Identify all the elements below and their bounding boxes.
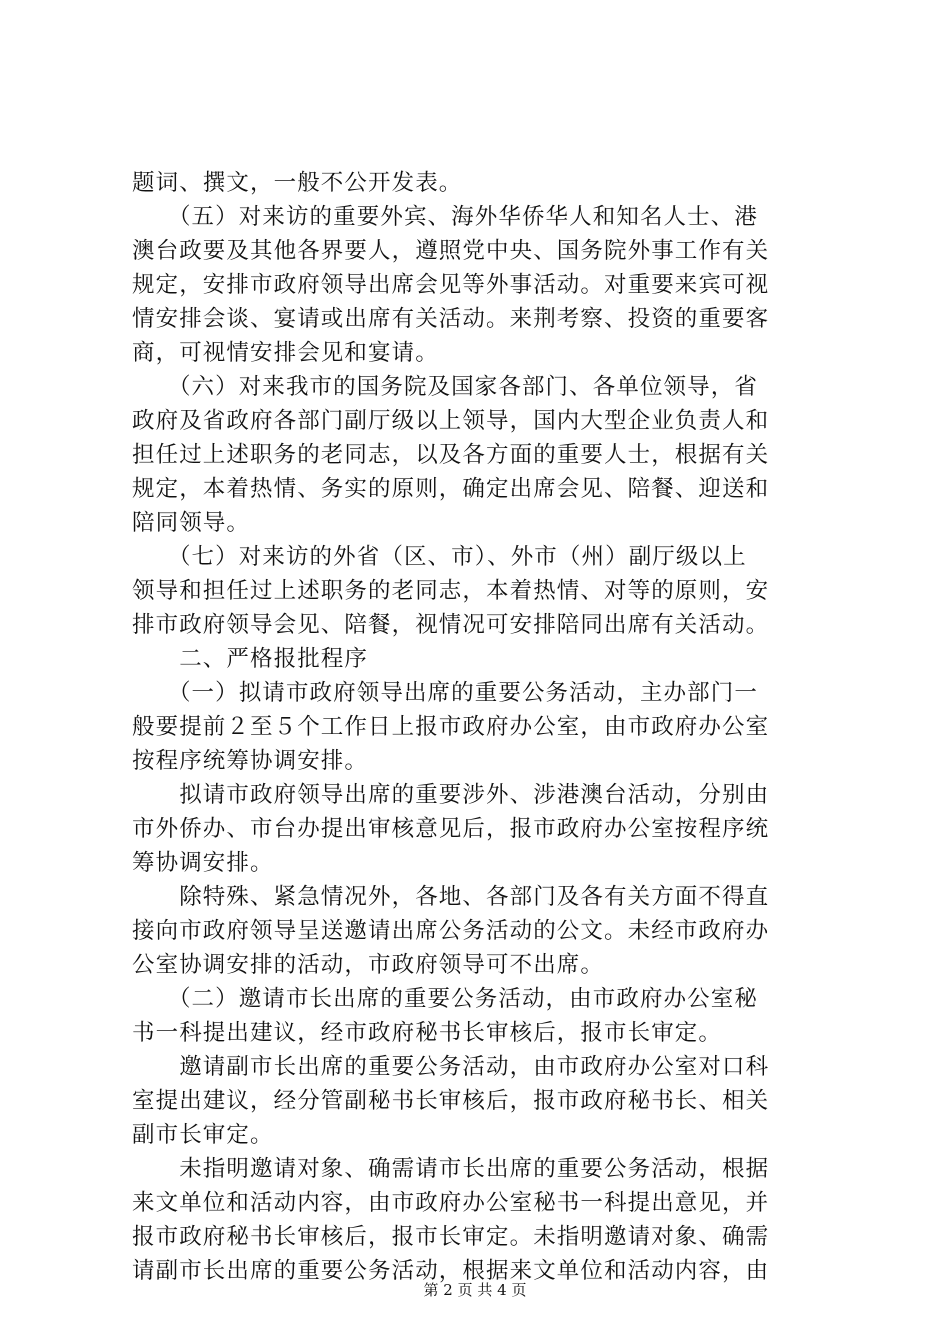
text-line: 般要提前２至５个工作日上报市政府办公室，由市政府办公室 [132,714,770,740]
text-line: （二）邀请市长出席的重要公务活动，由市政府办公室秘 [132,986,758,1012]
text-line: 接向市政府领导呈送邀请出席公务活动的公文。未经市政府办 [132,918,770,944]
text-line: 公室协调安排的活动，市政府领导可不出席。 [132,952,605,978]
text-line: 除特殊、紧急情况外，各地、各部门及各有关方面不得直 [132,884,770,910]
text-line: 情安排会谈、宴请或出席有关活动。来荆考察、投资的重要客 [132,306,770,332]
text-line: 拟请市政府领导出席的重要涉外、涉港澳台活动，分别由 [132,782,770,808]
text-line: （一）拟请市政府领导出席的重要公务活动，主办部门一 [132,680,758,706]
text-line: 规定，本着热情、务实的原则，确定出席会见、陪餐、迎送和 [132,476,770,502]
document-body [132,166,822,1288]
text-line: 室提出建议，经分管副秘书长审核后，报市政府秘书长、相关 [132,1088,770,1114]
text-line: （五）对来访的重要外宾、海外华侨华人和知名人士、港 [132,204,758,230]
text-line: 政府及省政府各部门副厅级以上领导，国内大型企业负责人和 [132,408,770,434]
text-line: 来文单位和活动内容，由市政府办公室秘书一科提出意见，并 [132,1190,770,1216]
text-line: 领导和担任过上述职务的老同志，本着热情、对等的原则，安 [132,578,770,604]
text-line: 副市长审定。 [132,1122,274,1148]
page-number-footer: 第 2 页 共 4 页 [423,1281,527,1299]
text-line: 商，可视情安排会见和宴请。 [132,340,439,366]
text-line: 规定，安排市政府领导出席会见等外事活动。对重要来宾可视 [132,272,770,298]
text-line: 按程序统筹协调安排。 [132,748,369,774]
text-line: 书一科提出建议，经市政府秘书长审核后，报市长审定。 [132,1020,723,1046]
text-line: 陪同领导。 [132,510,251,536]
text-line: 担任过上述职务的老同志，以及各方面的重要人士，根据有关 [132,442,770,468]
text-line: 排市政府领导会见、陪餐，视情况可安排陪同出席有关活动。 [132,612,770,638]
text-line: 筹协调安排。 [132,850,274,876]
text-line: 市外侨办、市台办提出审核意见后，报市政府办公室按程序统 [132,816,770,842]
text-line: （六）对来我市的国务院及国家各部门、各单位领导，省 [132,374,758,400]
text-line: 请副市长出席的重要公务活动，根据来文单位和活动内容，由 [132,1258,770,1284]
text-line: 澳台政要及其他各界要人，遵照党中央、国务院外事工作有关 [132,238,770,264]
text-line: 邀请副市长出席的重要公务活动，由市政府办公室对口科 [132,1054,770,1080]
text-line: 题词、撰文，一般不公开发表。 [132,170,463,196]
text-line: （七）对来访的外省（区、市）、外市（州）副厅级以上 [132,544,747,570]
section-heading: 二、严格报批程序 [132,646,369,672]
text-line: 报市政府秘书长审核后，报市长审定。未指明邀请对象、确需 [132,1224,770,1250]
text-line: 未指明邀请对象、确需请市长出席的重要公务活动，根据 [132,1156,770,1182]
